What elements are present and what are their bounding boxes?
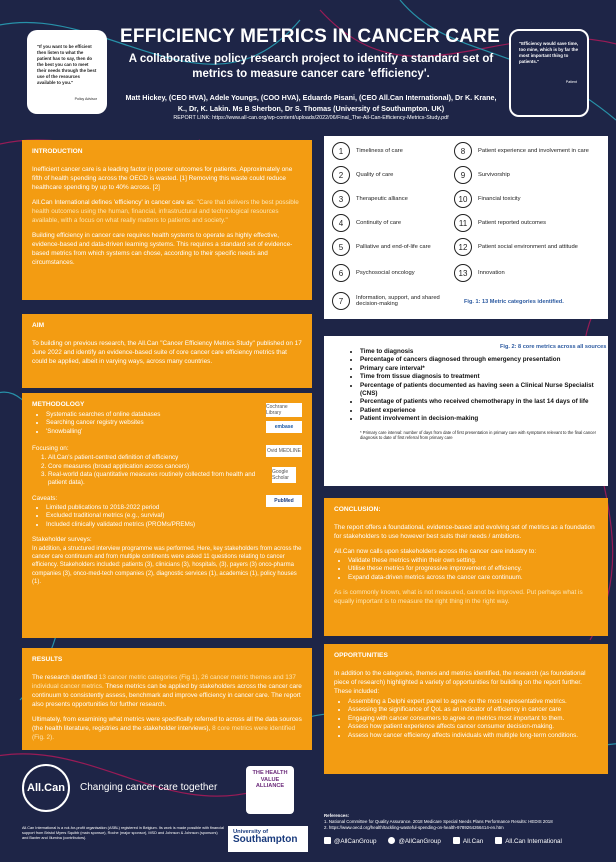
aim-panel — [22, 314, 312, 388]
category-label: Palliative and end-of-life care — [356, 244, 431, 250]
google-scholar-logo: Google Scholar — [272, 467, 296, 483]
ovid-medline-logo: Ovid MEDLINE — [266, 445, 302, 457]
category-number: 7 — [332, 292, 350, 310]
list-item: • Included clinically validated metrics (PROMs/PREMs) — [46, 521, 257, 529]
social-handle: @AllCanGroup — [398, 838, 441, 845]
metric-category — [454, 238, 604, 256]
category-number: 6 — [332, 264, 350, 282]
metric-category — [332, 292, 447, 310]
fig2-caption: Fig. 2: 8 core metrics across all sources — [500, 344, 607, 350]
references — [324, 813, 606, 831]
focus-title: Focusing on: — [32, 445, 69, 453]
uos-logo-big: Southampton — [233, 834, 298, 845]
introduction-p1: Inefficient cancer care is a leading factor in poorer outcomes for patients. Approximately one fifth of health spending across the OECD is wasted. [1] Removing this waste could reduce healthcare spending by up to 40% across. [2] — [32, 166, 293, 191]
cochrane-logo: Cochrane Library — [266, 403, 302, 417]
category-label: Continuity of care — [356, 220, 402, 226]
pubmed-logo: PubMed — [266, 495, 302, 507]
poster-title: EFFICIENCY METRICS IN CANCER CARE — [120, 26, 500, 47]
results-p1-lead: The research identified — [32, 674, 99, 681]
list-item: 3. Real-world data (quantitative measures routinely collected from health and patient data). — [48, 471, 257, 488]
opportunities-panel — [324, 644, 608, 774]
methodology-title: METHODOLOGY — [32, 401, 85, 408]
category-label: Timeliness of care — [356, 148, 403, 154]
list-item: • Patient involvement in decision-making — [360, 415, 600, 423]
fig1-metric-categories — [324, 136, 608, 319]
aim-text: To building on previous research, the All.Can "Cancer Efficiency Metrics Study" published on 17 June 2022 and identify an evidence-based suite of core cancer care efficiency metrics that could be applied, albeit in varying ways, across many countries. — [32, 340, 302, 365]
category-label: Quality of care — [356, 172, 394, 178]
conclusion-title: CONCLUSION: — [334, 506, 381, 513]
list-item: • Limited publications to 2018-2022 period — [46, 504, 257, 512]
list-item: 1. All.Can's patient-centred definition of efficiency — [48, 454, 257, 462]
metric-category — [454, 264, 604, 282]
list-item: • Utilise these metrics for progressive improvement of efficiency. — [348, 565, 598, 573]
quote-card-right — [509, 29, 589, 117]
fine-print: All.Can International is a not-for-profit organisation (ASBL) registered in Belgium. Its work is made possible with financial support from Bristol Myers Squibb (main sponsor), Roche (major sponsor), MSD and Johnson & Johnson (sponsors) and Baxter and Illumina (contributors). — [22, 826, 224, 840]
surveys-text: In addition, a structured interview programme was performed. Here, key stakeholders from across the cancer care continuum and from multiple continents were asked 11 questions relating to cancer efficiency. Stakeholders included: patients (3), clinicians (3), hospitals, (3), payers (3) onco-pharma companies (3), onco-med-tech companies (2), diagnostic services (1), academics (1), policy houses (1). — [32, 546, 302, 585]
metric-category — [332, 264, 447, 282]
list-item: • 'Snowballing' — [46, 428, 257, 436]
list-item: • Percentage of patients who received chemotherapy in the last 14 days of life — [360, 398, 600, 406]
introduction-panel — [22, 140, 312, 300]
methodology-bullets — [32, 411, 257, 436]
uos-logo-small: University of — [233, 829, 269, 835]
opportunities-title: OPPORTUNITIES — [334, 652, 388, 659]
category-label: Financial toxicity — [478, 196, 521, 202]
youtube-link[interactable] — [495, 837, 562, 845]
twitter-icon — [324, 837, 331, 844]
fig1-caption: Fig. 1: 13 Metric categories identified. — [464, 299, 564, 305]
category-label: Survivorship — [478, 172, 510, 178]
results-p1-rest: These metrics can be applied by stakeholders across the cancer care continuum to consistently assess, benchmark and improve efficiency in cancer care. The report also presents opportunities for further research. — [32, 683, 302, 708]
list-item: • Assembling a Delphi expert panel to agree on the most representative metrics. — [348, 698, 598, 706]
quote-card-left — [27, 30, 107, 114]
list-item: • Time to diagnosis — [360, 348, 600, 356]
embase-logo: embase — [266, 421, 302, 433]
social-handle: All.Can International — [505, 838, 562, 845]
results-p2 — [32, 715, 302, 742]
category-label: Therapeutic alliance — [356, 196, 408, 202]
metric-category — [332, 238, 447, 256]
introduction-p2 — [32, 198, 302, 225]
list-item: • Percentage of patients documented as having seen a Clinical Nurse Specialist (CNS) — [360, 382, 600, 399]
category-number: 3 — [332, 190, 350, 208]
methodology-panel — [22, 393, 312, 638]
introduction-p2-lead: All.Can International defines 'efficiency' in cancer care as: — [32, 199, 197, 206]
metric-category — [332, 166, 447, 184]
results-p2-lead: Ultimately, from examining what metrics were specifically referred to across all the data sources (the health literature, registries and the stakeholder interviews), — [32, 716, 302, 732]
category-label: Psychosocial oncology — [356, 270, 415, 276]
category-number: 10 — [454, 190, 472, 208]
category-number: 1 — [332, 142, 350, 160]
references-title: References: — [324, 813, 350, 818]
quote-left-attribution: Policy Advisor — [74, 97, 97, 101]
category-label: Patient social environment and attitude — [478, 244, 578, 250]
efficiency-definition: "Care that delivers the best possible health outcomes using the human, financial, infrastructural and technological resources available, with a focus on what really matters to patients and society." — [32, 199, 299, 224]
social-handle: @AllCanGroup — [334, 838, 377, 845]
list-item: • Primary care interval* — [360, 365, 600, 373]
category-number: 9 — [454, 166, 472, 184]
list-item: • Assess how cancer efficiency affects individuals with multiple long-term conditions. — [348, 732, 598, 740]
results-title: RESULTS — [32, 656, 63, 663]
social-handle: All.Can — [462, 838, 484, 845]
allcan-logo: All.Can — [22, 764, 70, 812]
quote-right-text: "Efficiency would save time, too mine, which is by far the most important thing to patients." — [519, 41, 579, 64]
metric-category — [454, 190, 604, 208]
fig2-core-metrics — [324, 336, 608, 486]
opportunities-bullets — [334, 698, 598, 740]
list-item: • Engaging with cancer consumers to agree on metrics most important to them. — [348, 715, 598, 723]
report-link[interactable]: REPORT LINK: https://www.all-can.org/wp-content/uploads/2022/06/Final_The-All-Can-Efficiency-Metrics-Study.pdf — [173, 115, 449, 121]
core-metrics-list — [330, 348, 600, 424]
metric-category — [332, 214, 447, 232]
conclusion-panel — [324, 498, 608, 636]
focus-list — [32, 454, 257, 488]
reference-item: 1. National Committee for Quality Assurance. 2018 Medicare Special Needs Plans Performance Results: HEDIS 2018 — [324, 819, 553, 824]
list-item: • Searching cancer registry websites — [46, 419, 257, 427]
list-item: • Systematic searches of online databases — [46, 411, 257, 419]
instagram-link[interactable] — [388, 837, 440, 845]
list-item: • Patient experience — [360, 407, 600, 415]
twitter-link[interactable] — [324, 837, 376, 845]
results-p1 — [32, 673, 302, 709]
category-number: 12 — [454, 238, 472, 256]
results-highlight-2: 8 core metrics were identified (Fig. 2). — [32, 725, 296, 741]
metric-category — [454, 166, 604, 184]
list-item: 2. Core measures (broad application across cancers) — [48, 463, 257, 471]
metric-category — [332, 190, 447, 208]
list-item: • Validate these metrics within their own setting. — [348, 557, 598, 565]
poster-authors: Matt Hickey, (CEO HVA), Adele Youngs, (COO HVA), Eduardo Pisani, (CEO All.Can International), Dr K. Krane, K., Dr, K. Lakin. Ms B Sherbon, Dr S. Thomas (University of Southampton. UK) — [125, 93, 497, 113]
aim-title: AIM — [32, 322, 45, 329]
category-number: 2 — [332, 166, 350, 184]
conclusion-p1: The report offers a foundational, evidence-based and evolving set of metrics as a foundation for stakeholders to use however best suits their needs / ambitions. — [334, 524, 595, 540]
category-number: 5 — [332, 238, 350, 256]
quote-left-text: "If you want to be efficient then listen to what the patient has to say, then do the best you can to meet their needs through the best use of the resources available to you." — [37, 44, 97, 85]
category-label: Information, support, and shared decision-making — [356, 295, 440, 307]
linkedin-icon — [453, 837, 460, 844]
list-item: • Time from tissue diagnosis to treatment — [360, 373, 600, 381]
caveats-list — [32, 504, 257, 529]
list-item: • Excluded traditional metrics (e.g., survival) — [46, 512, 257, 520]
metric-category — [332, 142, 447, 160]
linkedin-link[interactable] — [453, 837, 483, 845]
youtube-icon — [495, 837, 502, 844]
list-item: • Percentage of cancers diagnosed through emergency presentation — [360, 356, 600, 364]
caveats-title: Caveats: — [32, 494, 58, 502]
university-of-southampton-logo — [228, 826, 308, 852]
category-number: 8 — [454, 142, 472, 160]
conclusion-bullets — [334, 557, 598, 582]
category-label: Patient reported outcomes — [478, 220, 546, 226]
opportunities-p1: In addition to the categories, themes and metrics identified, the research (as foundational piece of research) highlighted a variety of opportunities for building on the report further. These included: — [334, 670, 586, 695]
category-label: Patient experience and involvement in care — [478, 148, 589, 154]
introduction-title: INTRODUCTION — [32, 148, 83, 155]
category-number: 4 — [332, 214, 350, 232]
list-item: • Expand data-driven metrics across the cancer care continuum. — [348, 574, 598, 582]
tagline: Changing cancer care together — [80, 782, 218, 793]
category-number: 11 — [454, 214, 472, 232]
category-number: 13 — [454, 264, 472, 282]
list-item: • Assess how patient experience affects cancer consumer decision-making. — [348, 723, 598, 731]
results-panel — [22, 648, 312, 750]
category-label: Innovation — [478, 270, 505, 276]
results-highlight-1: 13 cancer metric categories (Fig 1), 26 cancer metric themes and 137 individual cancer metrics. — [32, 674, 296, 690]
surveys-title: Stakeholder surveys: — [32, 536, 92, 544]
health-value-alliance-logo: THE HEALTH VALUE ALLIANCE — [246, 766, 294, 814]
reference-item[interactable]: 2. https://www.oecd.org/health/tackling-wasteful-spending-on-health-9789264266414-en.htm — [324, 825, 504, 830]
poster-subtitle: A collaborative policy research project to identify a standard set of metrics to measure cancer care 'efficiency'. — [128, 53, 494, 80]
list-item: • Assessing the significance of QoL as an indicator of efficiency in cancer care — [348, 706, 598, 714]
quote-right-attribution: Patient — [565, 80, 577, 84]
conclusion-p3: As is commonly known, what is not measured, cannot be improved. Put perhaps what is equally important is to measure the right thing in the right way. — [334, 589, 583, 606]
metric-category — [454, 214, 604, 232]
instagram-icon — [388, 837, 395, 844]
social-links — [324, 837, 606, 845]
metric-category — [454, 142, 604, 160]
conclusion-p2: All.Can now calls upon stakeholders across the cancer care industry to: — [334, 548, 537, 555]
introduction-p3: Building efficiency in cancer care requires health systems to operate as highly effective, evidence-based and data-driven learning systems. This requires a standard set of evidence-based metrics from which systems can chose, according to their specific needs and circumstances. — [32, 232, 293, 266]
fig2-footnote: * Primary care interval: number of days from date of first presentation in primary care with symptoms relevant to the final cancer diagnosis to date of first referral from primary care — [360, 429, 596, 441]
